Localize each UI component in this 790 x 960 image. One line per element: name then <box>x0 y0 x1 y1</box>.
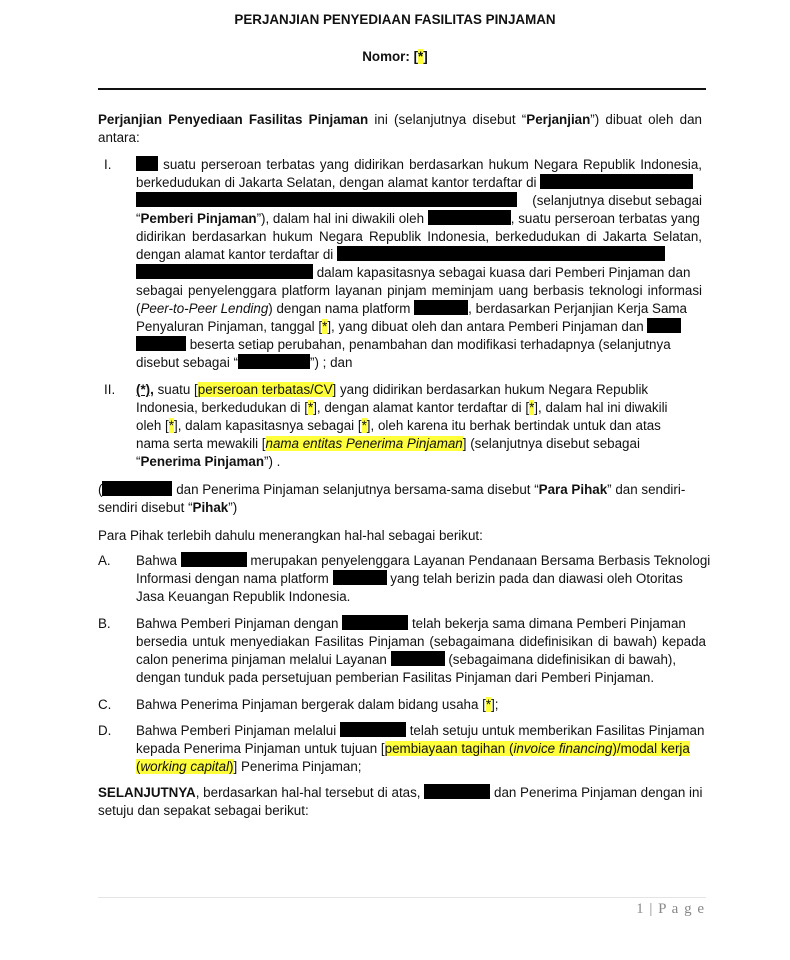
party-1-number: I. <box>104 157 112 172</box>
party-2-number: II. <box>104 382 116 397</box>
party-2-line-1: (*), suatu [perseroan terbatas/CV] yang didirikan berdasarkan hukum Negara Republik <box>136 382 649 397</box>
redaction <box>337 246 665 261</box>
party-1-line-5: didirikan berdasarkan hukum Negara Republik Indonesia, berkedudukan di Jakarta Selatan, <box>136 229 702 244</box>
redaction <box>136 156 158 171</box>
redaction <box>540 174 693 189</box>
redaction <box>102 481 172 496</box>
party-1-line-8: sebagai penyelenggara platform layanan pinjam meminjam uang berbasis teknologi informasi <box>136 283 702 298</box>
recital-c-line-1: Bahwa Penerima Pinjaman bergerak dalam bidang usaha [*]; <box>136 697 499 712</box>
party-1-line-4: “Pemberi Pinjaman”), dalam hal ini diwakili oleh , suatu perseroan terbatas yang <box>136 211 700 226</box>
recital-intro: Para Pihak terlebih dahulu menerangkan hal-hal sebagai berikut: <box>98 528 483 543</box>
recital-d-number: D. <box>98 723 112 738</box>
redaction <box>181 552 247 567</box>
intro-line-2: antara: <box>98 130 140 145</box>
recital-b-number: B. <box>98 616 111 631</box>
redaction <box>136 192 517 207</box>
pihak-line-1: ( dan Penerima Pinjaman selanjutnya bersama-sama disebut “Para Pihak” dan sendiri- <box>98 482 686 497</box>
document-title: PERJANJIAN PENYEDIAAN FASILITAS PINJAMAN <box>234 12 556 27</box>
redaction <box>424 784 490 799</box>
redaction <box>333 570 387 585</box>
redaction <box>136 336 186 351</box>
recital-b-line-3: calon penerima pinjaman melalui Layanan (sebagaimana didefinisikan di bawah), <box>136 652 677 667</box>
party-1-line-11: beserta setiap perubahan, penambahan dan modifikasi terhadapnya (selanjutnya <box>136 336 702 354</box>
footer-rule <box>98 897 706 898</box>
recital-a-line-3: Jasa Keuangan Republik Indonesia. <box>136 589 351 604</box>
party-2-line-3: oleh [*], dalam kapasitasnya sebagai [*], oleh karena itu berhak bertindak untuk dan atas <box>136 418 661 433</box>
recital-b-line-2: bersedia untuk menyediakan Fasilitas Pinjaman (sebagaimana didefinisikan di bawah) kepada <box>136 634 706 649</box>
party-2-line-2: Indonesia, berkedudukan di [*], dengan alamat kantor terdaftar di [*], dalam hal ini diwakili <box>136 400 668 415</box>
party-1-line-9: (Peer-to-Peer Lending) dengan nama platform , berdasarkan Perjanjian Kerja Sama <box>136 301 688 316</box>
redaction <box>340 722 406 737</box>
party-1-line-6: dengan alamat kantor terdaftar di <box>136 246 665 264</box>
redaction <box>428 210 511 225</box>
party-2-line-4: nama serta mewakili [nama entitas Penerima Pinjaman] (selanjutnya disebut sebagai <box>136 436 640 451</box>
party-1-line-12: disebut sebagai “ ”) ; dan <box>136 355 353 370</box>
recital-d-line-1: Bahwa Pemberi Pinjaman melalui telah setuju untuk memberikan Fasilitas Pinjaman <box>136 723 705 738</box>
redaction <box>414 300 468 315</box>
party-1-line-3: (selanjutnya disebut sebagai <box>136 192 702 210</box>
party-2-line-5: “Penerima Pinjaman”) . <box>136 454 281 469</box>
redaction <box>647 318 681 333</box>
recital-a-line-1: Bahwa merupakan penyelenggara Layanan Pendanaan Bersama Berbasis Teknologi <box>136 553 711 568</box>
redaction <box>136 264 313 279</box>
party-1-line-10: Penyaluran Pinjaman, tanggal [*], yang dibuat oleh dan antara Pemberi Pinjaman dan <box>136 318 702 336</box>
recital-b-line-4: dengan tunduk pada persetujuan pemberian Fasilitas Pinjaman dari Pemberi Pinjaman. <box>136 670 655 685</box>
party-1-line-7: dalam kapasitasnya sebagai kuasa dari Pemberi Pinjaman dan <box>136 264 702 282</box>
party-1-line-2: berkedudukan di Jakarta Selatan, dengan alamat kantor terdaftar di <box>136 174 693 192</box>
recital-b-line-1: Bahwa Pemberi Pinjaman dengan telah bekerja sama dimana Pemberi Pinjaman <box>136 616 686 631</box>
document-number: Nomor: [*] <box>362 49 428 64</box>
header-rule <box>98 88 706 90</box>
recital-d-line-2: kepada Penerima Pinjaman untuk tujuan [pembiayaan tagihan (invoice financing)/modal kerja <box>136 741 690 756</box>
party-1-line-1: suatu perseroan terbatas yang didirikan berdasarkan hukum Negara Republik Indonesia, <box>136 156 702 174</box>
redaction <box>342 615 408 630</box>
recital-d-line-3: (working capital)] Penerima Pinjaman; <box>136 759 362 774</box>
intro-line-1: Perjanjian Penyediaan Fasilitas Pinjaman ini (selanjutnya disebut “Perjanjian”) dibuat oleh dan <box>98 112 702 127</box>
recital-a-number: A. <box>98 553 111 568</box>
recital-c-number: C. <box>98 697 112 712</box>
redaction <box>391 651 445 666</box>
pihak-line-2: sendiri disebut “Pihak”) <box>98 500 238 515</box>
closing-line-1: SELANJUTNYA, berdasarkan hal-hal tersebut di atas, dan Penerima Pinjaman dengan ini <box>98 785 703 800</box>
redaction <box>238 354 310 369</box>
page-number: 1 | P a g e <box>636 901 705 917</box>
recital-a-line-2: Informasi dengan nama platform yang telah berizin pada dan diawasi oleh Otoritas <box>136 571 683 586</box>
closing-line-2: setuju dan sepakat sebagai berikut: <box>98 803 309 818</box>
